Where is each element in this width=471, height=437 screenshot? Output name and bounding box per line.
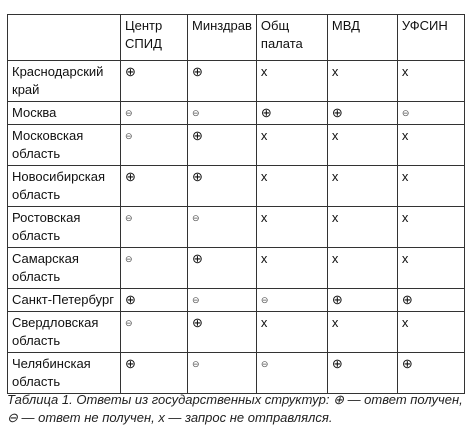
table-row [8,312,465,353]
status-cell [256,207,327,248]
response-received-icon: ⊕ [260,105,272,120]
status-cell [327,207,397,248]
request-not-sent-mark: x [401,128,409,143]
response-received-icon: ⊕ [192,315,203,330]
status-cell [188,312,257,353]
table-header-row [8,15,465,61]
request-not-sent-mark: x [260,251,268,266]
header-cell-interior-ministry: МВД [327,15,397,61]
status-cell [397,289,464,312]
status-cell [256,289,327,312]
status-cell [188,125,257,166]
status-cell [121,102,188,125]
status-cell [256,312,327,353]
response-not-received-icon: ⊖ [192,359,200,369]
status-cell [397,166,464,207]
status-cell [397,207,464,248]
table-caption: Таблица 1. Ответы из государственных структур: ⊕ — ответ получен, ⊖ — ответ не получен, x — запрос не отправлялся. [7,392,463,425]
status-cell [397,102,464,125]
status-cell [256,125,327,166]
status-cell [121,312,188,353]
region-name-cell: Новосибирская область [8,166,121,207]
region-name-cell: Санкт-Петербург [8,289,121,312]
status-cell [397,353,464,394]
response-not-received-icon: ⊖ [125,131,133,141]
region-name-cell: Краснодарский край [8,61,121,102]
response-received-icon: ⊕ [125,64,136,79]
status-cell [256,248,327,289]
status-cell [188,102,257,125]
status-cell [327,312,397,353]
status-cell [121,166,188,207]
response-not-received-icon: ⊖ [260,359,269,369]
responses-table-container [7,14,465,394]
status-cell [397,312,464,353]
region-name-cell: Москва [8,102,121,125]
table-row [8,207,465,248]
status-cell [121,353,188,394]
request-not-sent-mark: x [260,169,268,184]
status-cell [256,61,327,102]
response-received-icon: ⊕ [192,128,203,143]
status-cell [327,61,397,102]
request-not-sent-mark: x [331,169,339,184]
response-not-received-icon: ⊖ [192,108,200,118]
request-not-sent-mark: x [401,315,409,330]
request-not-sent-mark: x [331,64,339,79]
table-row [8,248,465,289]
request-not-sent-mark: x [401,251,409,266]
status-cell [188,248,257,289]
request-not-sent-mark: x [401,210,409,225]
header-cell-penitentiary-service: УФСИН [397,15,464,61]
request-not-sent-mark: x [401,169,409,184]
response-not-received-icon: ⊖ [192,295,200,305]
status-cell [121,207,188,248]
responses-table-body [8,15,465,394]
request-not-sent-mark: x [331,128,339,143]
region-name-cell: Самарская область [8,248,121,289]
response-not-received-icon: ⊖ [260,295,269,305]
response-not-received-icon: ⊖ [125,213,133,223]
status-cell [397,61,464,102]
status-cell [188,289,257,312]
request-not-sent-mark: x [331,210,339,225]
response-received-icon: ⊕ [192,251,203,266]
status-cell [256,102,327,125]
status-cell [397,125,464,166]
table-row [8,166,465,207]
response-not-received-icon: ⊖ [125,318,133,328]
response-received-icon: ⊕ [125,292,136,307]
status-cell [121,125,188,166]
response-received-icon: ⊕ [125,169,136,184]
response-received-icon: ⊕ [401,356,413,371]
response-received-icon: ⊕ [331,292,343,307]
response-not-received-icon: ⊖ [401,108,410,118]
response-not-received-icon: ⊖ [125,108,133,118]
responses-table [7,14,465,394]
status-cell [188,353,257,394]
response-received-icon: ⊕ [331,356,343,371]
table-row [8,125,465,166]
status-cell [397,248,464,289]
status-cell [327,166,397,207]
request-not-sent-mark: x [260,315,268,330]
table-row [8,61,465,102]
status-cell [121,248,188,289]
response-received-icon: ⊕ [192,169,203,184]
status-cell [121,289,188,312]
status-cell [327,125,397,166]
header-cell-public-chamber: Общ палата [256,15,327,61]
status-cell [327,102,397,125]
header-cell-aids-center: Центр СПИД [121,15,188,61]
status-cell [256,353,327,394]
region-name-cell: Свердловская область [8,312,121,353]
request-not-sent-mark: x [331,315,339,330]
region-name-cell: Ростовская область [8,207,121,248]
status-cell [327,289,397,312]
response-received-icon: ⊕ [192,64,203,79]
response-received-icon: ⊕ [125,356,136,371]
header-cell-corner [8,15,121,61]
status-cell [188,61,257,102]
status-cell [256,166,327,207]
response-received-icon: ⊕ [331,105,343,120]
request-not-sent-mark: x [260,128,268,143]
response-received-icon: ⊕ [401,292,413,307]
request-not-sent-mark: x [331,251,339,266]
header-cell-health-ministry: Минздрав [188,15,257,61]
request-not-sent-mark: x [401,64,409,79]
table-row [8,289,465,312]
region-name-cell: Челябинская область [8,353,121,394]
table-row [8,102,465,125]
response-not-received-icon: ⊖ [125,254,133,264]
region-name-cell: Московская область [8,125,121,166]
status-cell [121,61,188,102]
response-not-received-icon: ⊖ [192,213,200,223]
request-not-sent-mark: x [260,210,268,225]
status-cell [188,207,257,248]
table-row [8,353,465,394]
status-cell [327,353,397,394]
status-cell [327,248,397,289]
request-not-sent-mark: x [260,64,268,79]
status-cell [188,166,257,207]
